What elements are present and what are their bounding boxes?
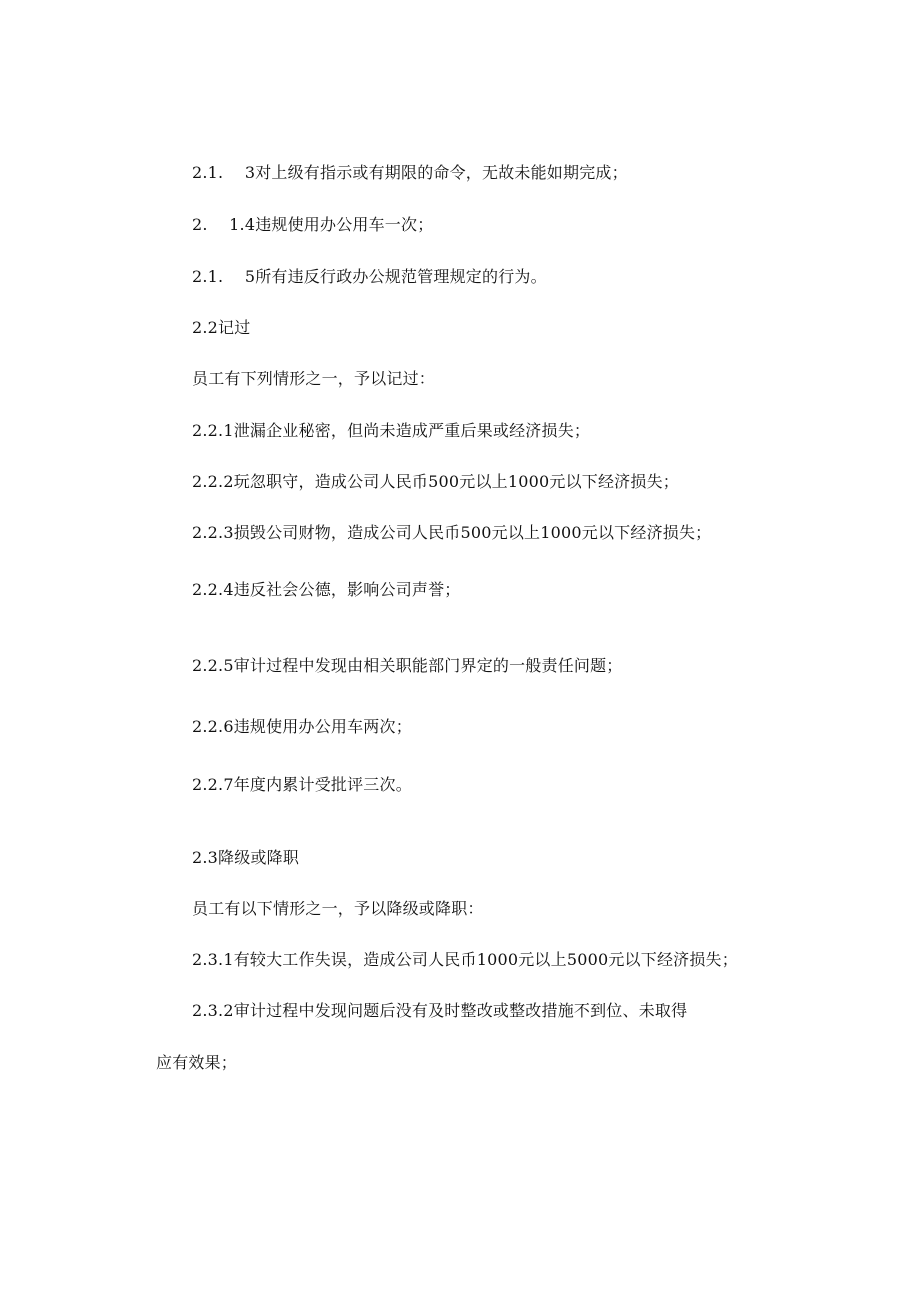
section-heading-2-3: 2.3降级或降职 — [192, 848, 300, 867]
clause-2-1-4: 2. 1.4违规使用办公用车一次； — [192, 215, 434, 234]
clause-2-2-3: 2.2.3损毁公司财物，造成公司人民币500元以上1000元以下经济损失； — [192, 523, 712, 542]
clause-2-2-1: 2.2.1泄漏企业秘密，但尚未造成严重后果或经济损失； — [192, 421, 591, 440]
clause-2-2-7: 2.2.7年度内累计受批评三次。 — [192, 775, 412, 794]
clause-2-2-6: 2.2.6违规使用办公用车两次； — [192, 717, 412, 736]
section-heading-2-2: 2.2记过 — [192, 318, 251, 337]
section-intro-2-2: 员工有下列情形之一，予以记过： — [192, 369, 436, 388]
clause-2-1-5: 2.1. 5所有违反行政办公规范管理规定的行为。 — [192, 267, 547, 286]
section-intro-2-3: 员工有以下情形之一，予以降级或降职： — [192, 899, 484, 918]
clause-2-2-5: 2.2.5审计过程中发现由相关职能部门界定的一般责任问题； — [192, 656, 623, 675]
clause-2-1-3: 2.1. 3对上级有指示或有期限的命令，无故未能如期完成； — [192, 163, 628, 182]
clause-2-3-2-continuation: 应有效果； — [156, 1053, 238, 1072]
clause-2-3-2: 2.3.2审计过程中发现问题后没有及时整改或整改措施不到位、未取得 — [192, 1001, 688, 1020]
clause-2-2-2: 2.2.2玩忽职守，造成公司人民币500元以上1000元以下经济损失； — [192, 472, 679, 491]
clause-2-2-4: 2.2.4违反社会公德，影响公司声誉； — [192, 580, 461, 599]
clause-2-3-1: 2.3.1有较大工作失误，造成公司人民币1000元以上5000元以下经济损失； — [192, 950, 738, 969]
